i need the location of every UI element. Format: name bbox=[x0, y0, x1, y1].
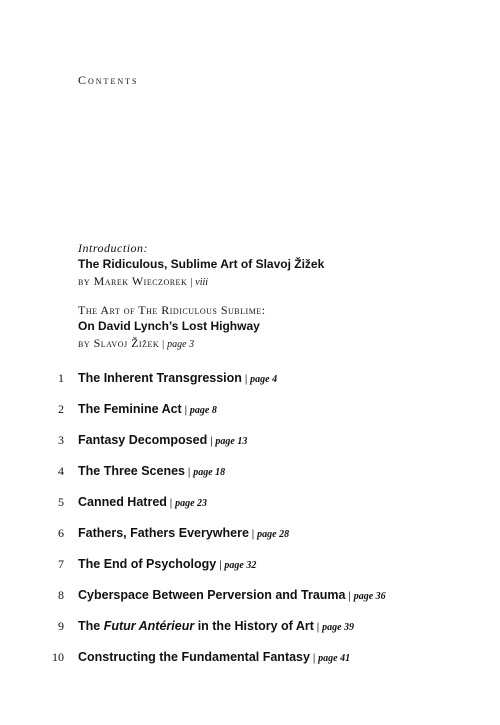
chapter-title: Canned Hatred bbox=[78, 495, 167, 509]
chapter-number: 10 bbox=[52, 650, 64, 664]
essay-series: The Art of The Ridiculous Sublime: bbox=[78, 303, 266, 317]
chapter-number: 6 bbox=[58, 526, 64, 540]
chapter-number: 2 bbox=[58, 402, 64, 416]
chapter-title: Fathers, Fathers Everywhere bbox=[78, 526, 249, 540]
chapter-title: Constructing the Fundamental Fantasy bbox=[78, 650, 310, 664]
separator: | bbox=[251, 529, 255, 540]
chapter-title: The Feminine Act bbox=[78, 402, 182, 416]
chapter-page-ref: page 23 bbox=[175, 498, 208, 509]
separator: | bbox=[188, 467, 191, 478]
chapter-entry-3[interactable] bbox=[0, 431, 500, 449]
chapter-entry-2[interactable] bbox=[0, 400, 500, 418]
separator: | bbox=[184, 405, 187, 416]
chapter-entry-5[interactable] bbox=[0, 493, 500, 511]
chapter-entry-8[interactable] bbox=[0, 586, 500, 604]
chapter-title: The Three Scenes bbox=[78, 464, 185, 478]
chapter-number: 1 bbox=[58, 371, 64, 385]
chapter-number: 4 bbox=[58, 464, 64, 478]
chapter-title: Cyberspace Between Perversion and Trauma bbox=[78, 588, 346, 602]
essay-byline: by Slavoj Žižek bbox=[78, 336, 160, 350]
chapter-page-ref: page 8 bbox=[189, 405, 217, 416]
chapter-number: 5 bbox=[58, 495, 64, 509]
chapter-title: The Inherent Transgression bbox=[78, 371, 242, 385]
essay-title: On David Lynch’s Lost Highway bbox=[78, 319, 260, 333]
chapter-entry-7[interactable] bbox=[0, 555, 500, 573]
chapter-page-ref: page 41 bbox=[318, 653, 351, 664]
introduction-kicker: Introduction: bbox=[78, 241, 149, 255]
chapter-entry-4[interactable] bbox=[0, 462, 500, 480]
separator: | bbox=[219, 560, 222, 571]
essay-byline-line bbox=[78, 334, 478, 352]
chapter-title: Fantasy Decomposed bbox=[78, 433, 208, 447]
chapter-title-post: in the History of Art bbox=[194, 619, 314, 633]
chapter-entry-6[interactable] bbox=[0, 524, 500, 542]
chapter-page-ref: page 36 bbox=[353, 591, 386, 602]
essay-page-ref: page 3 bbox=[167, 339, 195, 350]
separator: | bbox=[169, 498, 173, 509]
chapter-page-ref: page 39 bbox=[322, 622, 355, 633]
chapter-page-ref: page 4 bbox=[250, 374, 278, 385]
separator: | bbox=[244, 374, 248, 385]
separator: | bbox=[316, 622, 320, 633]
chapter-page-ref: page 13 bbox=[215, 436, 248, 447]
chapter-entry-1[interactable] bbox=[0, 369, 500, 387]
chapter-title-emphasis: Futur Antérieur bbox=[103, 619, 195, 633]
chapter-page-ref: page 32 bbox=[224, 560, 257, 571]
separator: | bbox=[312, 653, 316, 664]
chapter-title: The End of Psychology bbox=[78, 557, 217, 571]
chapter-number: 3 bbox=[58, 433, 64, 447]
separator: | bbox=[162, 339, 165, 350]
chapter-title-pre: The bbox=[78, 619, 104, 633]
essay-entry[interactable] bbox=[78, 302, 478, 352]
introduction-byline-line bbox=[78, 272, 478, 290]
chapter-page-ref: page 18 bbox=[193, 467, 226, 478]
chapter-entry-9[interactable] bbox=[0, 617, 500, 635]
introduction-byline: by Marek Wieczorek bbox=[78, 274, 188, 288]
separator: | bbox=[348, 591, 351, 602]
introduction-entry[interactable] bbox=[78, 240, 478, 290]
chapter-number: 8 bbox=[58, 588, 64, 602]
introduction-title: The Ridiculous, Sublime Art of Slavoj Žižek bbox=[78, 257, 325, 271]
chapter-page-ref: page 28 bbox=[257, 529, 290, 540]
chapter-number: 7 bbox=[58, 557, 64, 571]
page-title: Contents bbox=[78, 73, 139, 87]
separator: | bbox=[190, 277, 193, 288]
chapter-entry-10[interactable] bbox=[0, 648, 500, 666]
introduction-page-ref: viii bbox=[195, 277, 209, 288]
chapter-number: 9 bbox=[58, 619, 64, 633]
separator: | bbox=[210, 436, 213, 447]
